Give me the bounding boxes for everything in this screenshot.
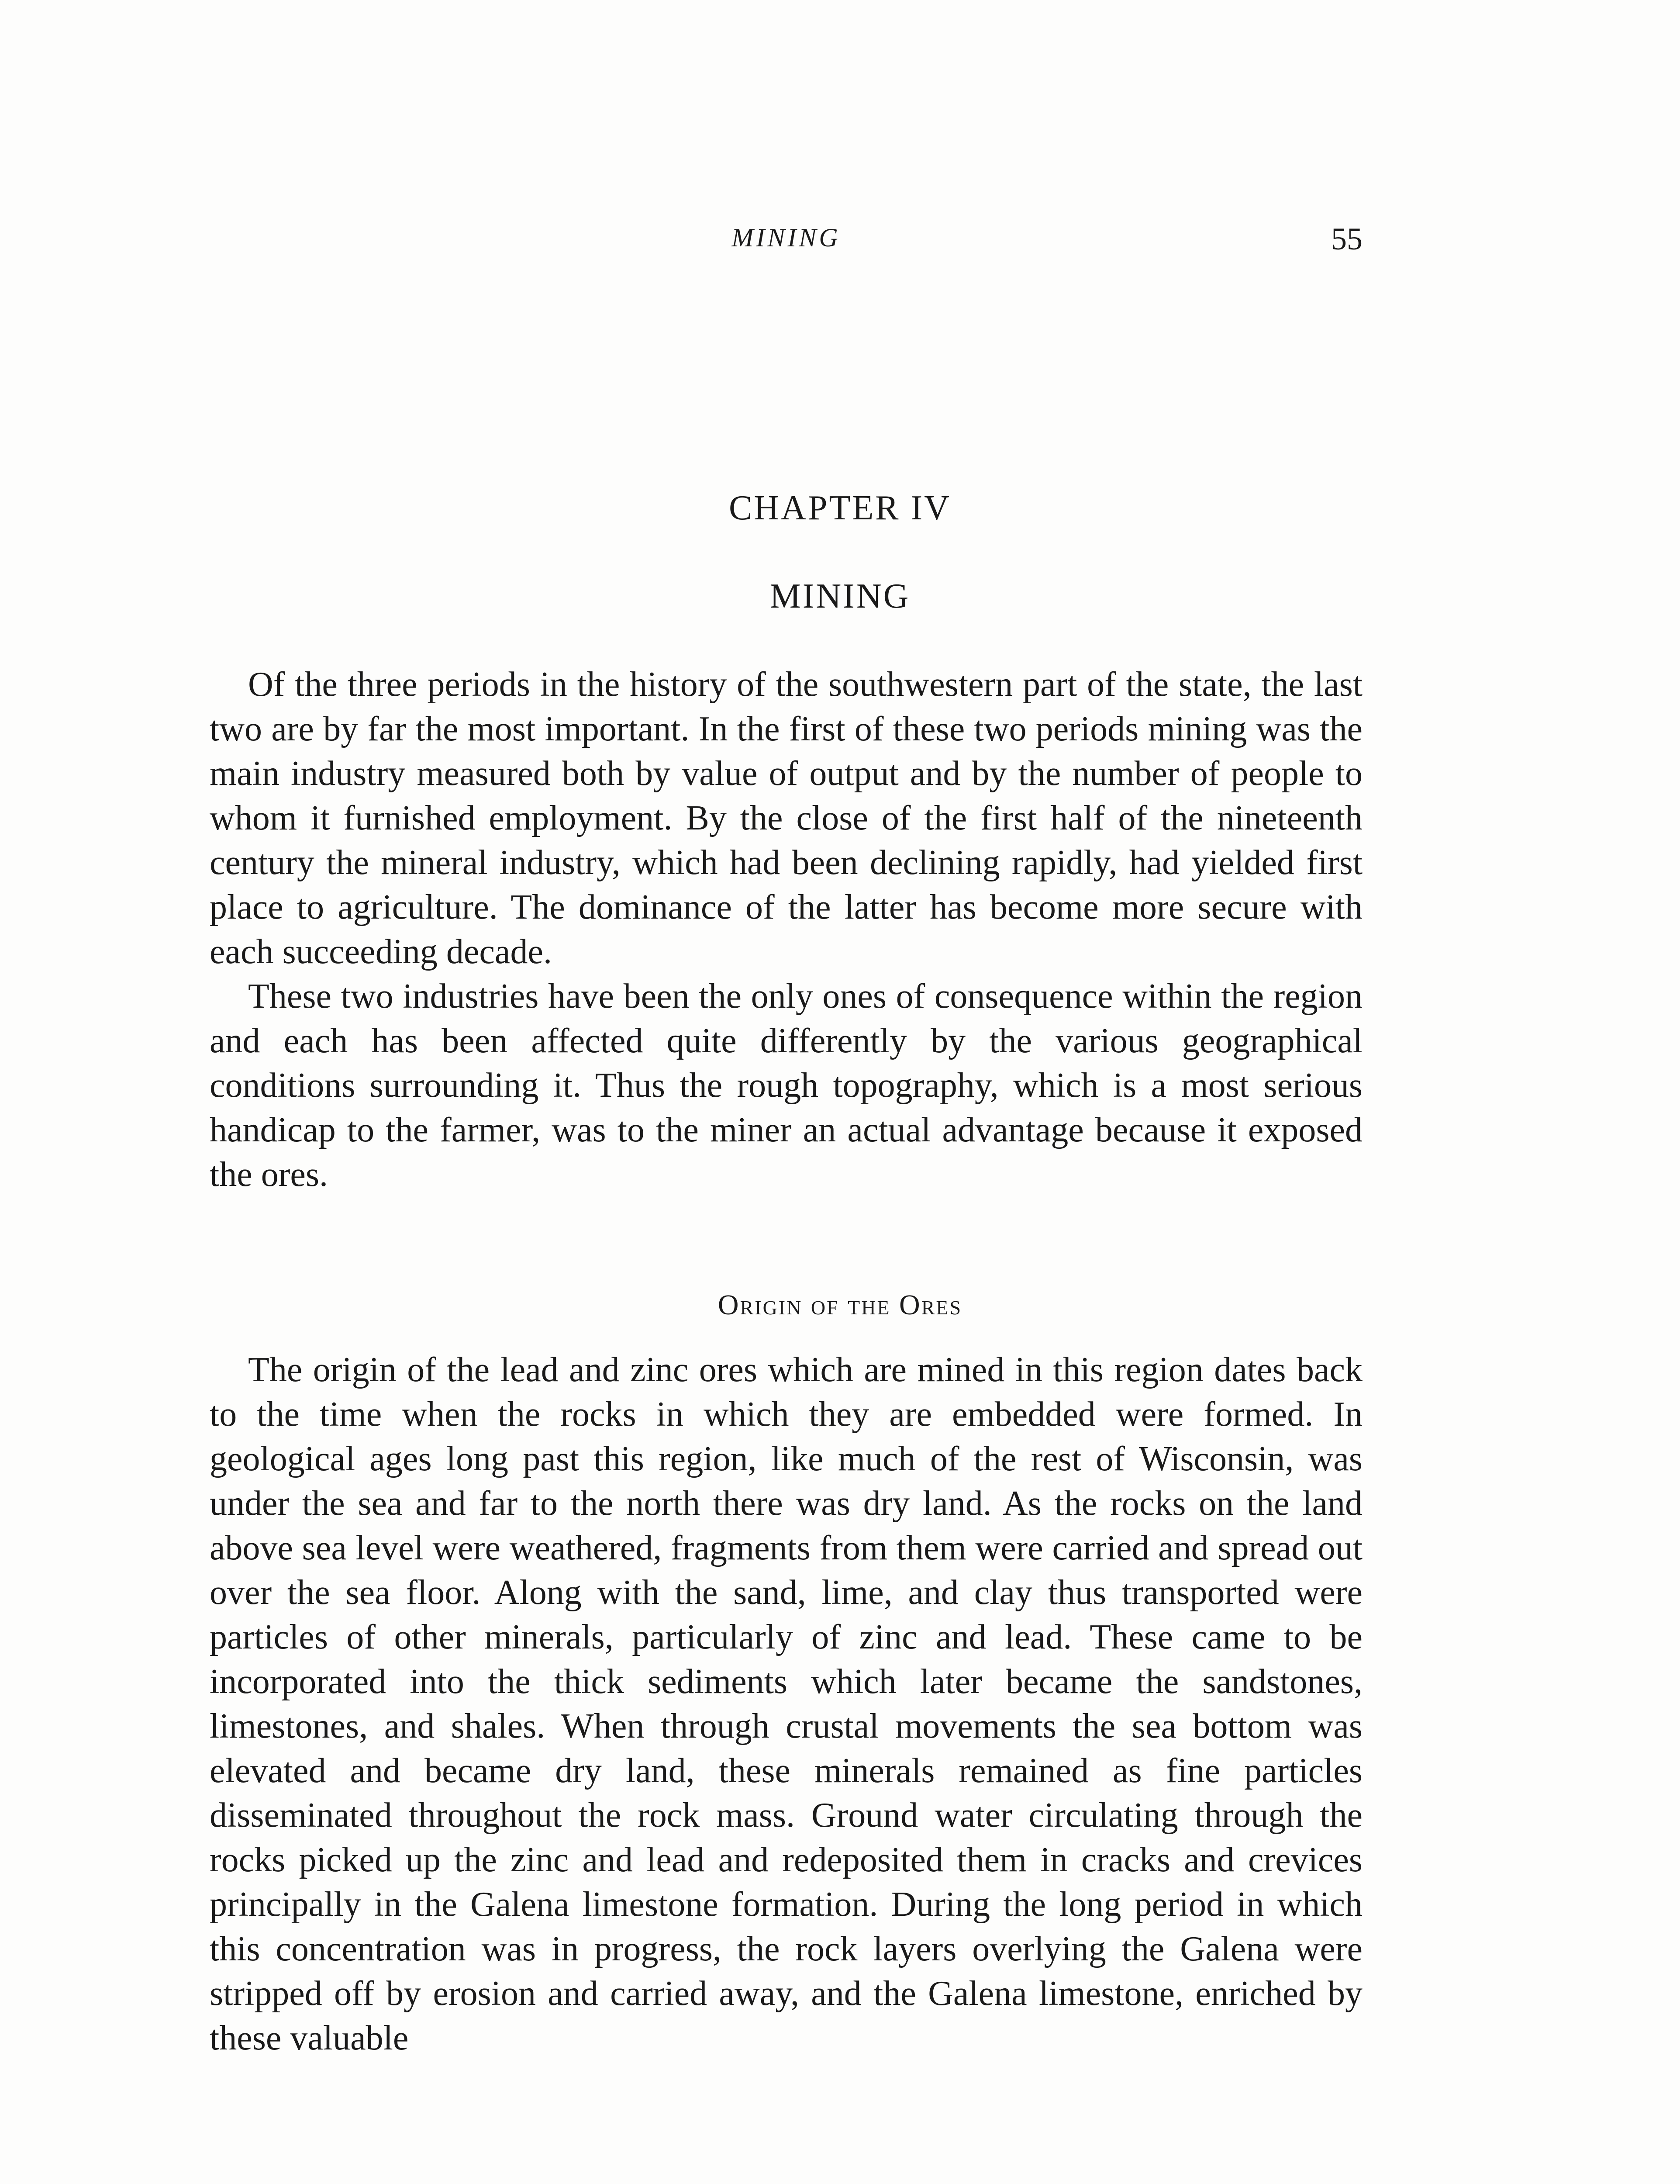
section-text	[210, 1348, 1363, 2060]
chapter-number: CHAPTER IV	[729, 489, 951, 527]
paragraph: Of the three periods in the history of the southwestern part of the state, the last two are by far the most important. In the first of these two periods mining was the main industry measured both by value of output and by the number of people to whom it furnished employment. By the close of the first half of the nineteenth century the mineral industry, which had been declining rapidly, had yielded first place to agriculture. The dominance of the latter has become more secure with each succeeding decade.	[210, 665, 1363, 971]
intro-text	[210, 662, 1363, 1197]
page-number: 55	[1331, 221, 1363, 256]
paragraph: These two industries have been the only ones of consequence within the region and each has been affected quite differently by the various geographical conditions surrounding it. Thus the rough topography, which is a most serious handicap to the farmer, was to the miner an actual advantage because it exposed the ores.	[210, 977, 1363, 1194]
section-heading: Origin of the Ores	[718, 1289, 962, 1321]
running-head	[210, 223, 1363, 262]
running-title: MINING	[731, 223, 841, 252]
chapter-title: MINING	[769, 577, 911, 615]
paragraph: The origin of the lead and zinc ores which are mined in this region dates back to the time when the rocks in which they are embedded were formed. In geological ages long past this region, like much of the rest of Wisconsin, was under the sea and far to the north there was dry land. As the rocks on the land above sea level were weathered, fragments from them were carried and spread out over the sea floor. Along with the sand, lime, and clay thus transported were particles of other minerals, particularly of zinc and lead. These came to be incorporated into the thick sediments which later became the sandstones, limestones, and shales. When through crustal movements the sea bottom was elevated and became dry land, these minerals remained as fine particles disseminated throughout the rock mass. Ground water circulating through the rocks picked up the zinc and lead and redeposited them in cracks and crevices principally in the Galena limestone formation. During the long period in which this concentration was in progress, the rock layers overlying the Galena were stripped off by erosion and carried away, and the Galena limestone, enriched by these valuable	[210, 1351, 1363, 2057]
